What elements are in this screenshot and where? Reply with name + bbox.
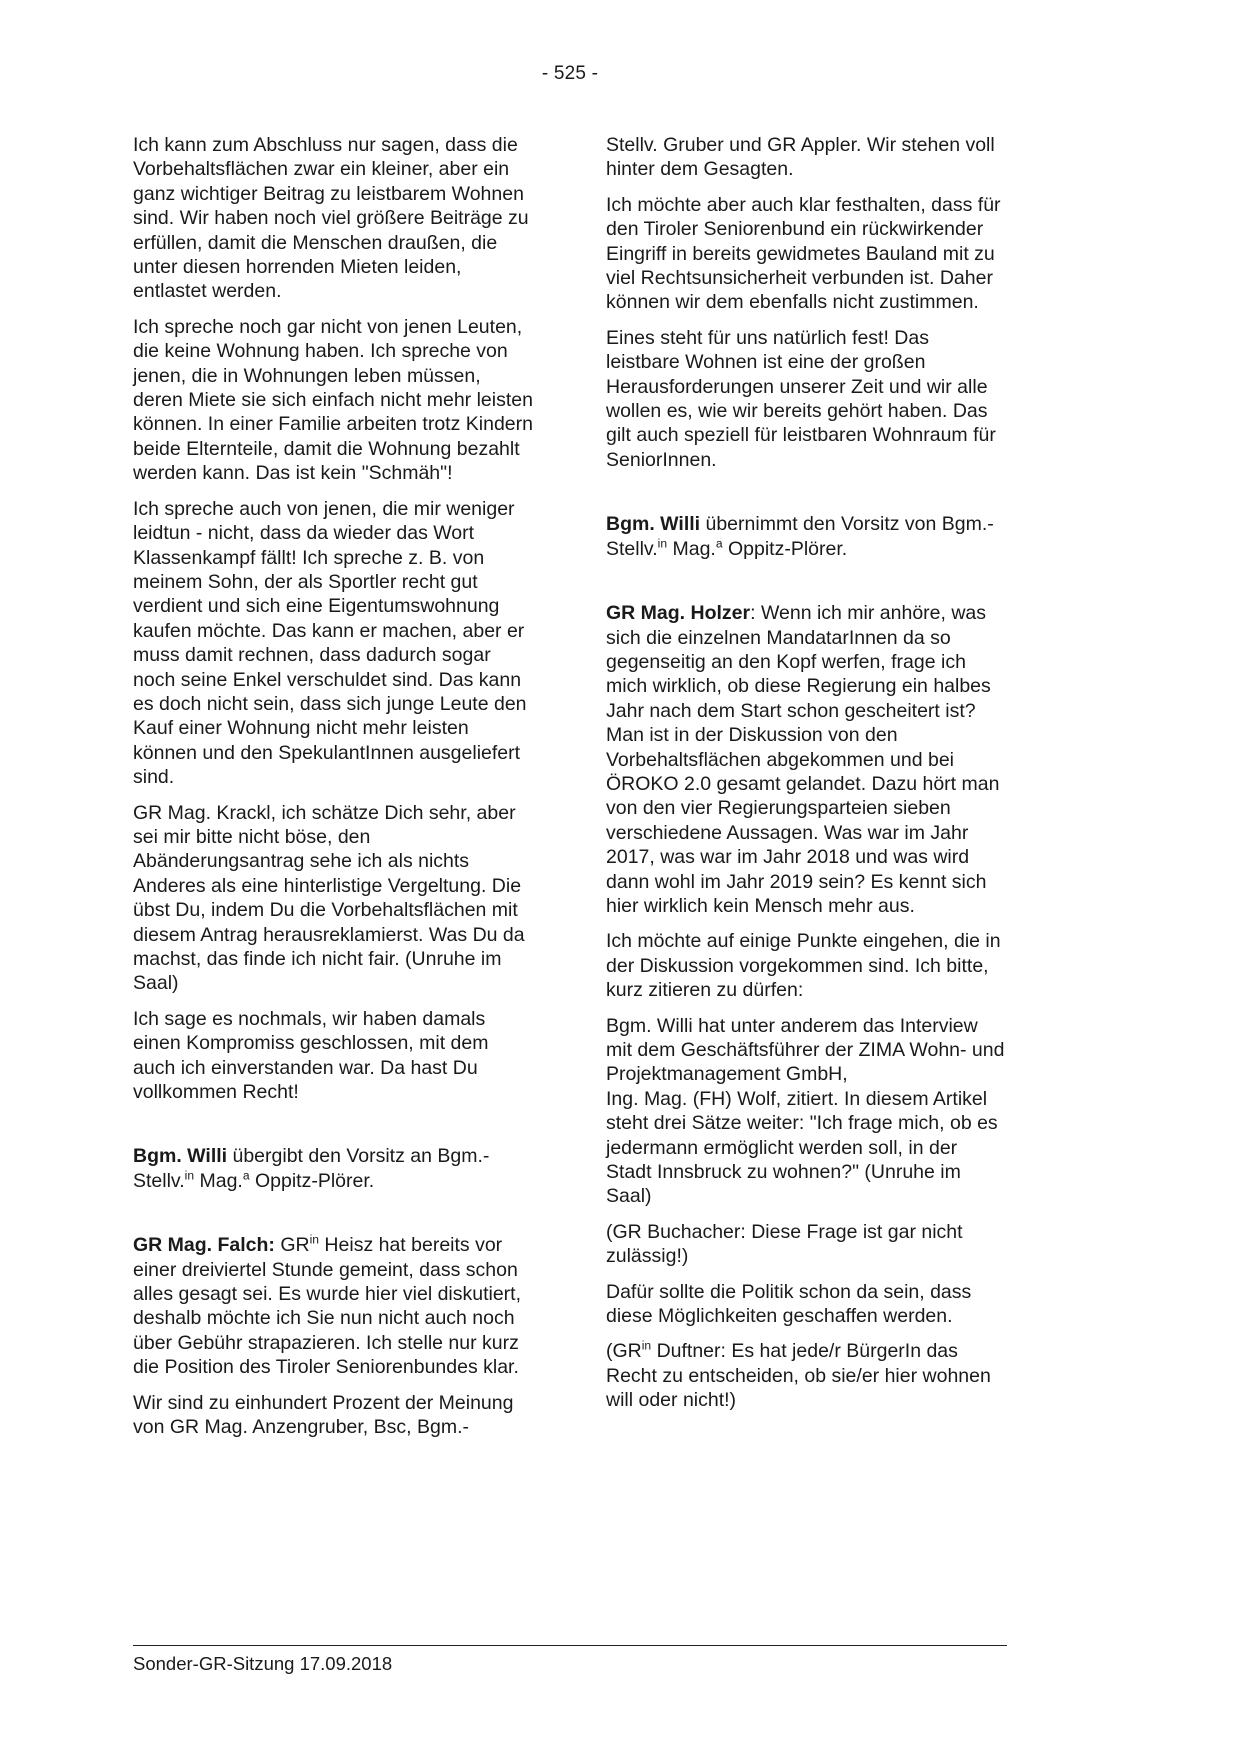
paragraph: [606, 1220, 1007, 1269]
text-run: Bgm. Willi hat unter anderem das Interview mit dem Geschäftsführer der ZIMA Wohn- und Projektmanagement GmbH,: [606, 1014, 1005, 1086]
paragraph: [133, 315, 534, 486]
footer-rule: [133, 1645, 1007, 1646]
text-run: GR: [274, 1234, 310, 1257]
superscript: in: [184, 1168, 195, 1183]
paragraph: [133, 801, 534, 996]
text-run: Ich sage es nochmals, wir haben damals einen Kompromiss geschlossen, mit dem auch ich einverstanden war. Da hast Du vollkommen Recht!: [133, 1007, 489, 1104]
paragraph: [606, 929, 1007, 1002]
paragraph: [606, 193, 1007, 315]
text-run: Ich spreche auch von jenen, die mir weniger leidtun - nicht, dass da wieder das Wort Klassenkampf fällt! Ich spreche z. B. von meinem Sohn, der als Sportler recht gut verdient und sich eine Eigentumswohnung kaufen möchte. Das kann er machen, aber er muss damit rechnen, dass dadurch sogar noch seine Enkel verschuldet sind. Das kann es doch nicht sein, dass sich junge Leute den Kauf einer Wohnung nicht mehr leisten können und den SpekulantInnen ausgeliefert sind.: [133, 497, 527, 789]
text-run: Mag.: [194, 1169, 243, 1192]
footer-text: Sonder-GR-Sitzung 17.09.2018: [133, 1653, 393, 1674]
paragraph: [606, 1339, 1007, 1412]
page-number: - 525 -: [541, 63, 599, 84]
superscript: in: [657, 536, 668, 551]
text-run: Ich kann zum Abschluss nur sagen, dass die Vorbehaltsflächen zwar ein kleiner, aber ein ganz wichtiger Beitrag zu leistbarem Wohnen sind. Wir haben noch viel größere Beiträge zu erfüllen, damit die Menschen draußen, die unter diesen horrenden Mieten leiden, entlastet werden.: [133, 134, 529, 303]
column-right: [606, 133, 1007, 1451]
paragraph: [606, 512, 1007, 561]
text-run: übernimmt den Vorsitz von Bgm.-Stellv.: [606, 513, 994, 560]
paragraph: [606, 1014, 1007, 1209]
text-run: Stellv. Gruber und GR Appler. Wir stehen voll hinter dem Gesagten.: [606, 134, 995, 181]
paragraph: [606, 133, 1007, 182]
paragraph: [133, 133, 534, 304]
text-run: Wir sind zu einhundert Prozent der Meinung von GR Mag. Anzengruber, Bsc, Bgm.-: [133, 1391, 514, 1439]
paragraph: [133, 1144, 534, 1193]
superscript: a: [242, 1168, 250, 1183]
text-run: übergibt den Vorsitz an Bgm.-Stellv.: [133, 1145, 490, 1192]
paragraph: [133, 497, 534, 790]
text-columns: [133, 133, 1007, 1451]
speaker-name: GR Mag. Holzer: [606, 602, 751, 625]
paragraph: [606, 1280, 1007, 1329]
text-run: Heisz hat bereits vor einer dreiviertel Stunde gemeint, dass schon alles gesagt sei. Es wurde hier viel diskutiert, deshalb möchte ich Sie nun nicht auch noch über Gebühr strapazieren. Ich stelle nur kurz die Position des Tiroler Seniorenbundes klar.: [133, 1234, 522, 1379]
text-run: Mag.: [667, 537, 716, 560]
superscript: in: [641, 1338, 652, 1353]
text-run: Dafür sollte die Politik schon da sein, dass diese Möglichkeiten geschaffen werden.: [606, 1280, 972, 1328]
paragraph: [133, 1233, 534, 1379]
paragraph: [133, 1391, 534, 1440]
text-run: Oppitz-Plörer.: [722, 537, 848, 560]
superscript: in: [309, 1232, 320, 1247]
text-run: (GR: [606, 1340, 642, 1363]
text-run: Ing. Mag. (FH) Wolf, zitiert. In diesem Artikel steht drei Sätze weiter: "Ich frage mich, ob es jedermann ermöglicht werden soll, in der Stadt Innsbruck zu wohnen?" (Unruhe im Saal): [606, 1087, 998, 1208]
paragraph: [606, 601, 1007, 918]
text-run: GR Mag. Krackl, ich schätze Dich sehr, aber sei mir bitte nicht böse, den Abänderungsantrag sehe ich als nichts Anderes als eine hinterlistige Vergeltung. Die übst Du, indem Du die Vorbehaltsflächen mit diesem Antrag herausreklamierst. Was Du da machst, das finde ich nicht fair. (Unruhe im Saal): [133, 801, 525, 995]
text-run: Ich möchte auf einige Punkte eingehen, die in der Diskussion vorgekommen sind. Ich bitte, kurz zitieren zu dürfen:: [606, 930, 1001, 1002]
speaker-name: GR Mag. Falch:: [133, 1234, 275, 1257]
text-run: : Wenn ich mir anhöre, was sich die einzelnen MandatarInnen da so gegenseitig an den Kopf werfen, frage ich mich wirklich, ob diese Regierung ein halbes Jahr nach dem Start schon gescheitert ist? Man ist in der Diskussion von den Vorbehaltsflächen abgekommen und bei ÖROKO 2.0 gesamt gelandet. Dazu hört man von den vier Regierungsparteien sieben verschiedene Aussagen. Was war im Jahr 2017, was war im Jahr 2018 und was wird dann wohl im Jahr 2019 sein? Es kennt sich hier wirklich kein Mensch mehr aus.: [606, 602, 1000, 917]
text-run: Duftner: Es hat jede/r BürgerIn das Recht zu entscheiden, ob sie/er hier wohnen will oder nicht!): [606, 1340, 991, 1412]
paragraph: [133, 1007, 534, 1105]
speaker-name: Bgm. Willi: [606, 513, 701, 536]
text-run: (GR Buchacher: Diese Frage ist gar nicht zulässig!): [606, 1220, 963, 1268]
text-run: Ich spreche noch gar nicht von jenen Leuten, die keine Wohnung haben. Ich spreche von jenen, die in Wohnungen leben müssen, deren Miete sie sich einfach nicht mehr leisten können. In einer Familie arbeiten trotz Kindern beide Elternteile, damit die Wohnung bezahlt werden kann. Das ist kein "Schmäh"!: [133, 315, 533, 485]
text-run: Ich möchte aber auch klar festhalten, dass für den Tiroler Seniorenbund ein rückwirkender Eingriff in bereits gewidmetes Bauland mit zu viel Rechtsunsicherheit verbunden ist. Daher können wir dem ebenfalls nicht zustimmen.: [606, 193, 1001, 314]
text-run: Eines steht für uns natürlich fest! Das leistbare Wohnen ist eine der großen Herausforderungen unserer Zeit und wir alle wollen es, wie wir bereits gehört haben. Das gilt auch speziell für leistbaren Wohnraum für SeniorInnen.: [606, 326, 996, 471]
column-left: [133, 133, 534, 1451]
speaker-name: Bgm. Willi: [133, 1145, 228, 1168]
text-run: Oppitz-Plörer.: [249, 1169, 375, 1192]
paragraph: [606, 326, 1007, 472]
superscript: a: [715, 536, 723, 551]
